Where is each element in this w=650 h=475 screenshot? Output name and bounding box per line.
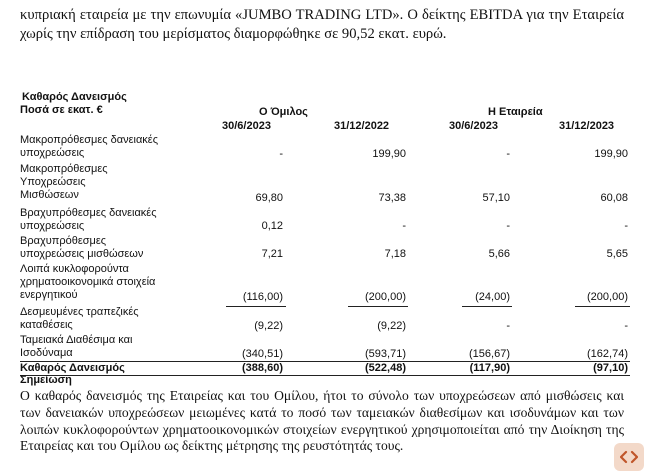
- underline: [226, 306, 286, 307]
- cell: -: [506, 220, 510, 232]
- total-label: Καθαρός Δανεισμός: [20, 362, 125, 374]
- row-label: Ταμειακά Διαθέσιμα και Ισοδύναμα: [20, 334, 133, 359]
- row-label: Δεσμευμένες τραπεζικές καταθέσεις: [20, 306, 139, 331]
- table-subtitle: Ποσά σε εκατ. €: [20, 104, 103, 116]
- cell: 57,10: [482, 192, 510, 204]
- cell: -: [506, 148, 510, 160]
- cell: (156,67): [469, 348, 510, 360]
- cell: -: [402, 220, 406, 232]
- cell: (388,60): [242, 362, 283, 374]
- col-header: 31/12/2023: [559, 120, 615, 132]
- col-header: 31/12/2022: [334, 120, 390, 132]
- row-label: Μακροπρόθεσμες δανειακές υποχρεώσεις: [20, 134, 159, 159]
- row-label: Λοιπά κυκλοφορούντα χρηματοοικονομικά στοιχεία ενεργητικού: [20, 263, 156, 301]
- cell: 7,18: [384, 248, 406, 260]
- cell: (116,00): [242, 291, 283, 303]
- note-text: Ο καθαρός δανεισμός της Εταιρείας και του Ομίλου, ήτοι το σύνολο των υποχρεώσεων από μισθώσεις και των δανειακών υποχρεώσεων μειωμένες κατά το ποσό των ταμειακών διαθεσίμων και ισοδυνάμων και των λοιπών κυκλοφορούντων χρηματοοικονομικών στοιχείων ενεργητικού χρησιμοποιείται από την Διοίκηση της Εταιρείας και του Ομίλου ως δείκτης μέτρησης της ρευστότητάς τους.: [20, 388, 624, 454]
- cell: (200,00): [365, 291, 406, 303]
- row-label: Βραχυπρόθεσμες δανειακές υποχρεώσεις: [20, 207, 157, 232]
- underline: [462, 306, 512, 307]
- cell: -: [624, 320, 628, 332]
- cell: 69,80: [255, 192, 283, 204]
- group-header: Ο Όμιλος: [259, 106, 308, 118]
- underline: [575, 306, 630, 307]
- cell: -: [279, 148, 283, 160]
- table-title: Καθαρός Δανεισμός: [22, 91, 127, 103]
- cell: 73,38: [378, 192, 406, 204]
- note-paragraph: [20, 388, 624, 455]
- cell: (24,00): [475, 291, 510, 303]
- cell: 0,12: [261, 220, 283, 232]
- cell: (593,71): [365, 348, 406, 360]
- cell: 199,90: [372, 148, 406, 160]
- cell: 199,90: [594, 148, 628, 160]
- underline: [348, 306, 408, 307]
- cell: -: [506, 320, 510, 332]
- cell: (340,51): [242, 348, 283, 360]
- cell: -: [624, 220, 628, 232]
- cell: (9,22): [254, 320, 283, 332]
- col-header: 30/6/2023: [222, 120, 271, 132]
- row-label: Βραχυπρόθεσμες υποχρεώσεις μισθώσεων: [20, 235, 144, 260]
- cell: 5,65: [606, 248, 628, 260]
- cell: 60,08: [600, 192, 628, 204]
- note-title: Σημείωση: [20, 374, 72, 386]
- intro-paragraph: [20, 6, 624, 44]
- cell: (9,22): [377, 320, 406, 332]
- cell: 5,66: [488, 248, 510, 260]
- col-header: 30/6/2023: [449, 120, 498, 132]
- code-brackets-icon: [620, 450, 638, 464]
- code-brackets-icon[interactable]: [614, 443, 644, 471]
- cell: (117,90): [469, 362, 510, 374]
- intro-text: κυπριακή εταιρεία με την επωνυμία «JUMBO TRADING LTD». Ο δείκτης EBITDA για την Εταιρεία χωρίς την επίδραση του μερίσματος διαμορφώθηκε σε 90,52 εκατ. ευρώ.: [20, 7, 624, 42]
- cell: 7,21: [261, 248, 283, 260]
- cell: (200,00): [587, 291, 628, 303]
- cell: (162,74): [587, 348, 628, 360]
- company-header: Η Εταιρεία: [488, 106, 543, 118]
- cell: (97,10): [593, 362, 628, 374]
- row-label: Μακροπρόθεσμες Υποχρεώσεις Μισθώσεων: [20, 163, 108, 201]
- cell: (522,48): [365, 362, 406, 374]
- total-bottom-rule: [20, 375, 630, 376]
